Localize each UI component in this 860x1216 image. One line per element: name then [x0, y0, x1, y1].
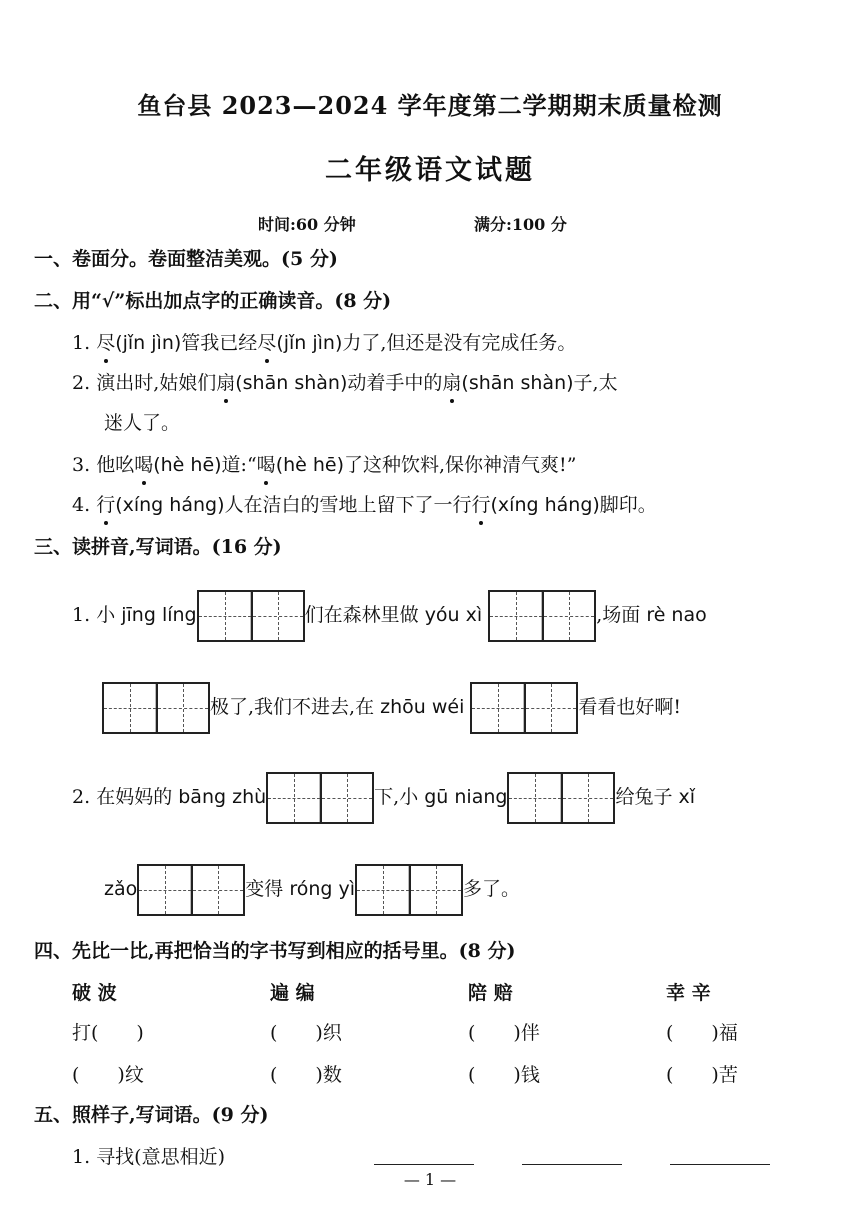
answer-line[interactable] — [670, 1162, 770, 1165]
write-grid[interactable] — [507, 772, 615, 824]
answer-line[interactable] — [374, 1162, 474, 1165]
sec3-q2-line2: zǎo 变得 róng yì 多了。 — [104, 864, 520, 916]
write-grid[interactable] — [137, 864, 245, 916]
fill-blank[interactable]: ( )福 — [666, 1022, 738, 1044]
sec2-q2: 2. 演出时,姑娘们扇(shān shàn)动着手中的扇(shān shàn)子,太 — [72, 368, 618, 395]
fill-blank[interactable]: ( )苦 — [666, 1064, 738, 1086]
section-1-heading: 一、卷面分。卷面整洁美观。(5 分) — [34, 248, 338, 270]
compare-pair: 破 波 — [72, 982, 117, 1004]
answer-line[interactable] — [522, 1162, 622, 1165]
compare-pair: 幸 辛 — [666, 982, 711, 1004]
section-4-heading: 四、先比一比,再把恰当的字书写到相应的括号里。(8 分) — [34, 940, 516, 962]
write-grid[interactable] — [488, 590, 596, 642]
sec3-q1-line1: 1. 小 jīng líng 们在森林里做 yóu xì ,场面 rè nao — [72, 590, 707, 642]
exam-title: 鱼台县 2023—2024 学年度第二学期期末质量检测 — [137, 91, 723, 120]
section-3-heading: 三、读拼音,写词语。(16 分) — [34, 536, 282, 558]
write-grid[interactable] — [197, 590, 305, 642]
compare-pair: 陪 赔 — [468, 982, 513, 1004]
exam-time: 时间:60 分钟 — [258, 215, 356, 234]
sec2-q2-cont: 迷人了。 — [104, 412, 181, 434]
sec2-q1: 1. 尽(jǐn jìn)管我已经尽(jǐn jìn)力了,但还是没有完成任务。 — [72, 328, 576, 355]
page-number: — 1 — — [403, 1170, 457, 1189]
write-grid[interactable] — [470, 682, 578, 734]
write-grid[interactable] — [355, 864, 463, 916]
write-grid[interactable] — [266, 772, 374, 824]
sec3-q2-line1: 2. 在妈妈的 bāng zhù 下,小 gū niang 给兔子 xǐ — [72, 772, 695, 824]
fill-blank[interactable]: 打( ) — [72, 1022, 144, 1044]
fill-blank[interactable]: ( )纹 — [72, 1064, 144, 1086]
section-5-heading: 五、照样子,写词语。(9 分) — [34, 1104, 269, 1126]
section-2-heading: 二、用“√”标出加点字的正确读音。(8 分) — [34, 290, 392, 312]
fill-blank[interactable]: ( )钱 — [468, 1064, 540, 1086]
sec2-q3: 3. 他吆喝(hè hē)道:“喝(hè hē)了这种饮料,保你神清气爽!” — [72, 450, 576, 477]
exam-subtitle: 二年级语文试题 — [325, 155, 535, 186]
fill-blank[interactable]: ( )数 — [270, 1064, 342, 1086]
fill-blank[interactable]: ( )伴 — [468, 1022, 540, 1044]
sec2-q4: 4. 行(xíng háng)人在洁白的雪地上留下了一行行(xíng háng)脚印。 — [72, 490, 657, 517]
sec3-q1-line2: 极了,我们不进去,在 zhōu wéi 看看也好啊! — [102, 682, 681, 734]
write-grid[interactable] — [102, 682, 210, 734]
exam-score: 满分:100 分 — [474, 215, 567, 234]
compare-pair: 遍 编 — [270, 982, 315, 1004]
sec5-q1: 1. 寻找(意思相近) — [72, 1146, 225, 1168]
fill-blank[interactable]: ( )织 — [270, 1022, 342, 1044]
